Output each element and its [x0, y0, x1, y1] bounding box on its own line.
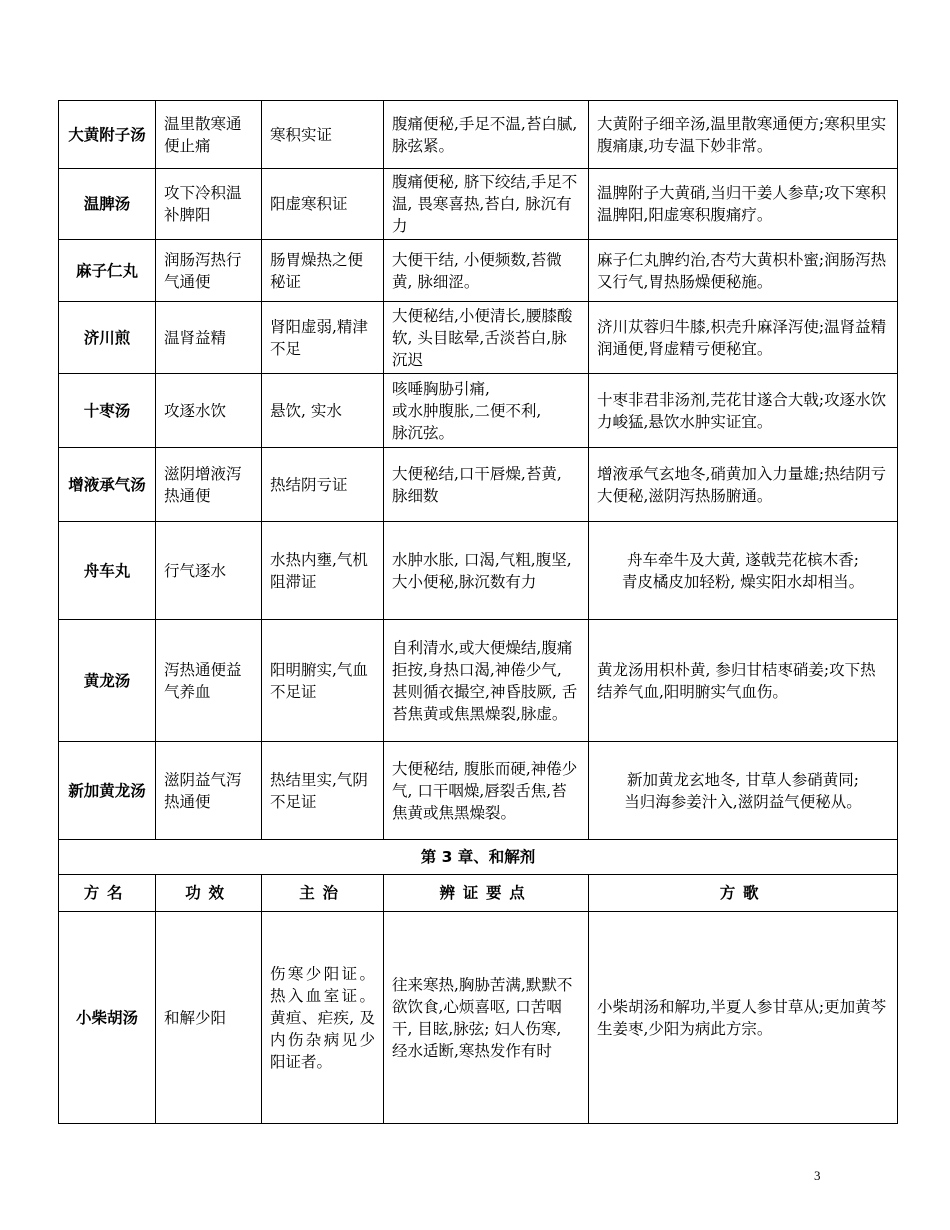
formula-table [58, 100, 898, 1124]
formula-effect: 温肾益精 [156, 302, 262, 374]
formula-key-points: 自利清水,或大便燥结,腹痛拒按,身热口渴,神倦少气, 甚则循衣撮空,神昏肢厥, 舌苔焦黄或焦黑燥裂,脉虚。 [384, 620, 589, 742]
formula-song [589, 522, 898, 620]
formula-name: 新加黄龙汤 [59, 742, 156, 840]
header-key-points: 辨证要点 [384, 875, 589, 912]
formula-song-line: 当归海参姜汁入,滋阴益气便秘从。 [624, 792, 862, 811]
formula-name: 大黄附子汤 [59, 101, 156, 169]
header-song: 方歌 [589, 875, 898, 912]
formula-song: 济川苁蓉归牛膝,枳壳升麻泽泻使;温肾益精润通便,肾虚精亏便秘宜。 [589, 302, 898, 374]
formula-name: 舟车丸 [59, 522, 156, 620]
table-row [59, 912, 898, 1124]
formula-name: 济川煎 [59, 302, 156, 374]
formula-song: 大黄附子细辛汤,温里散寒通便方;寒积里实腹痛康,功专温下妙非常。 [589, 101, 898, 169]
formula-indication: 阳明腑实,气血不足证 [262, 620, 384, 742]
table-row [59, 169, 898, 240]
header-indication: 主治 [262, 875, 384, 912]
formula-name: 温脾汤 [59, 169, 156, 240]
formula-name: 麻子仁丸 [59, 240, 156, 302]
header-row [59, 875, 898, 912]
formula-name: 增液承气汤 [59, 448, 156, 522]
formula-name: 小柴胡汤 [59, 912, 156, 1124]
table-row [59, 742, 898, 840]
formula-key-points: 腹痛便秘,手足不温,苔白腻,脉弦紧。 [384, 101, 589, 169]
formula-key-points-line: 脉沉弦。 [392, 423, 455, 442]
formula-song-line: 青皮橘皮加轻粉, 燥实阳水却相当。 [621, 572, 865, 591]
formula-key-points: 腹痛便秘, 脐下绞结,手足不温, 畏寒喜热,苔白, 脉沉有力 [384, 169, 589, 240]
formula-key-points-line: 或水肿腹胀,二便不利, [392, 401, 542, 420]
formula-indication: 悬饮, 实水 [262, 374, 384, 448]
page-number: 3 [814, 1168, 821, 1183]
formula-effect: 润肠泻热行气通便 [156, 240, 262, 302]
formula-name: 十枣汤 [59, 374, 156, 448]
formula-indication: 阳虚寒积证 [262, 169, 384, 240]
formula-key-points: 往来寒热,胸胁苦满,默默不欲饮食,心烦喜呕, 口苦咽干, 目眩,脉弦; 妇人伤寒, 经水适断,寒热发作有时 [384, 912, 589, 1124]
table-row [59, 240, 898, 302]
formula-effect: 行气逐水 [156, 522, 262, 620]
formula-key-points: 大便秘结, 腹胀而硬,神倦少气, 口干咽燥,唇裂舌焦,苔焦黄或焦黑燥裂。 [384, 742, 589, 840]
formula-song-line: 新加黄龙玄地冬, 甘草人参硝黄同; [626, 770, 860, 789]
formula-song-line: 舟车牵牛及大黄, 遂戟芫花槟木香; [626, 550, 860, 569]
formula-song [589, 742, 898, 840]
formula-effect: 滋阴增液泻热通便 [156, 448, 262, 522]
formula-effect: 和解少阳 [156, 912, 262, 1124]
formula-effect: 泻热通便益气养血 [156, 620, 262, 742]
formula-key-points: 大便秘结,口干唇燥,苔黄, 脉细数 [384, 448, 589, 522]
formula-effect: 攻逐水饮 [156, 374, 262, 448]
formula-effect: 攻下冷积温补脾阳 [156, 169, 262, 240]
table-row [59, 302, 898, 374]
table-row [59, 101, 898, 169]
formula-indication: 寒积实证 [262, 101, 384, 169]
formula-name: 黄龙汤 [59, 620, 156, 742]
formula-song: 十枣非君非汤剂,芫花甘遂合大戟;攻逐水饮力峻猛,悬饮水肿实证宜。 [589, 374, 898, 448]
formula-effect: 温里散寒通便止痛 [156, 101, 262, 169]
formula-key-points [384, 374, 589, 448]
chapter-row [59, 840, 898, 875]
formula-indication: 水热内壅,气机阻滞证 [262, 522, 384, 620]
header-effect: 功效 [156, 875, 262, 912]
formula-song: 黄龙汤用枳朴黄, 参归甘桔枣硝姜;攻下热结养气血,阳明腑实气血伤。 [589, 620, 898, 742]
formula-key-points: 水肿水胀, 口渴,气粗,腹坚, 大小便秘,脉沉数有力 [384, 522, 589, 620]
formula-indication: 肠胃燥热之便秘证 [262, 240, 384, 302]
formula-indication: 伤寒少阳证。热入血室证。黄疸、疟疾, 及内伤杂病见少阳证者。 [262, 912, 384, 1124]
formula-song: 增液承气玄地冬,硝黄加入力量雄;热结阴亏大便秘,滋阴泻热肠腑通。 [589, 448, 898, 522]
formula-song: 温脾附子大黄硝,当归干姜人参草;攻下寒积温脾阳,阳虚寒积腹痛疗。 [589, 169, 898, 240]
formula-key-points: 大便干结, 小便频数,苔微黄, 脉细涩。 [384, 240, 589, 302]
formula-indication: 肾阳虚弱,精津不足 [262, 302, 384, 374]
formula-indication: 热结阴亏证 [262, 448, 384, 522]
formula-indication: 热结里实,气阴不足证 [262, 742, 384, 840]
header-formula-name: 方名 [59, 875, 156, 912]
table-row [59, 522, 898, 620]
chapter-title: 第 3 章、和解剂 [59, 840, 898, 875]
formula-song: 小柴胡汤和解功,半夏人参甘草从;更加黄芩生姜枣,少阳为病此方宗。 [589, 912, 898, 1124]
formula-key-points-line: 咳唾胸胁引痛, [392, 379, 490, 398]
formula-key-points: 大便秘结,小便清长,腰膝酸软, 头目眩晕,舌淡苔白,脉沉迟 [384, 302, 589, 374]
table-row [59, 374, 898, 448]
formula-effect: 滋阴益气泻热通便 [156, 742, 262, 840]
table-row [59, 620, 898, 742]
table-row [59, 448, 898, 522]
formula-song: 麻子仁丸脾约治,杏芍大黄枳朴蜜;润肠泻热又行气,胃热肠燥便秘施。 [589, 240, 898, 302]
